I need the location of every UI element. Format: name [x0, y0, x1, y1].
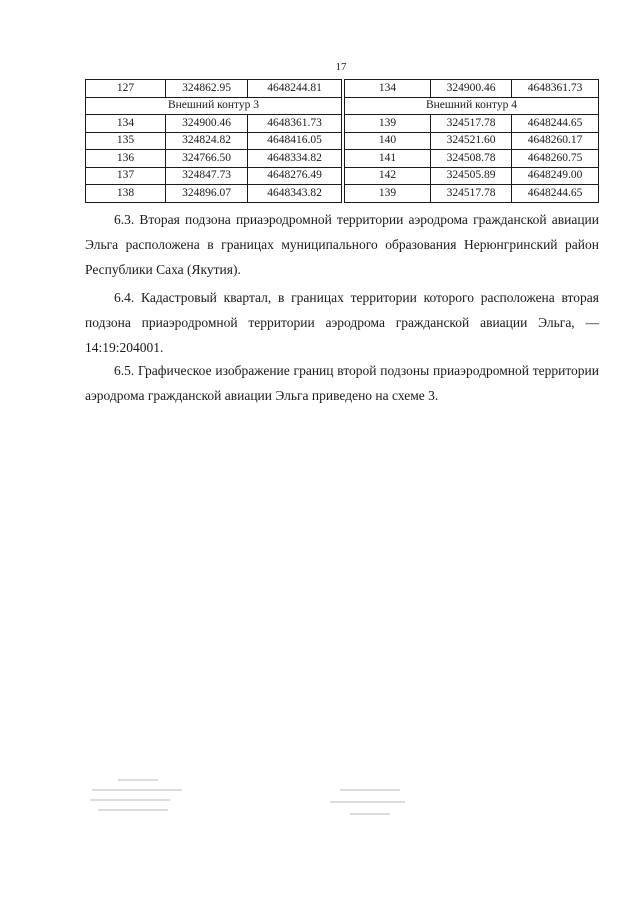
x-coordinate-cell: 324766.50 [166, 150, 248, 168]
point-number-cell: 136 [86, 150, 166, 168]
y-coordinate-cell: 4648343.82 [248, 185, 342, 203]
y-coordinate-cell: 4648244.65 [512, 115, 599, 133]
point-number-cell: 127 [86, 80, 166, 98]
point-number-cell: 139 [345, 185, 431, 203]
point-number-cell: 138 [86, 185, 166, 203]
paragraph-6-5 [85, 358, 599, 408]
x-coordinate-cell: 324900.46 [166, 115, 248, 133]
x-coordinate-cell: 324508.78 [431, 150, 512, 168]
table-row [86, 80, 342, 98]
table-row [345, 150, 599, 168]
faded-stamp-mark [330, 775, 410, 821]
point-number-cell: 134 [86, 115, 166, 133]
y-coordinate-cell: 4648260.75 [512, 150, 599, 168]
table-row [345, 185, 599, 203]
table-row [86, 115, 342, 133]
x-coordinate-cell: 324517.78 [431, 115, 512, 133]
paragraph-6-4 [85, 285, 599, 360]
y-coordinate-cell: 4648244.65 [512, 185, 599, 203]
table-section-header-row [86, 97, 342, 115]
page-number: 17 [335, 61, 347, 73]
y-coordinate-cell: 4648361.73 [248, 115, 342, 133]
x-coordinate-cell: 324521.60 [431, 132, 512, 150]
x-coordinate-cell: 324505.89 [431, 167, 512, 185]
y-coordinate-cell: 4648276.49 [248, 167, 342, 185]
y-coordinate-cell: 4648249.00 [512, 167, 599, 185]
table-row [86, 132, 342, 150]
point-number-cell: 141 [345, 150, 431, 168]
y-coordinate-cell: 4648361.73 [512, 80, 599, 98]
x-coordinate-cell: 324896.07 [166, 185, 248, 203]
table-row [86, 167, 342, 185]
point-number-cell: 142 [345, 167, 431, 185]
table-row [345, 115, 599, 133]
point-number-cell: 139 [345, 115, 431, 133]
y-coordinate-cell: 4648416.05 [248, 132, 342, 150]
y-coordinate-cell: 4648260.17 [512, 132, 599, 150]
y-coordinate-cell: 4648244.81 [248, 80, 342, 98]
table-row [345, 132, 599, 150]
point-number-cell: 135 [86, 132, 166, 150]
coordinates-table-left [85, 79, 342, 203]
paragraph-6-3 [85, 207, 599, 282]
x-coordinate-cell: 324900.46 [431, 80, 512, 98]
point-number-cell: 134 [345, 80, 431, 98]
table-row [345, 80, 599, 98]
point-number-cell: 140 [345, 132, 431, 150]
table-row [86, 150, 342, 168]
x-coordinate-cell: 324517.78 [431, 185, 512, 203]
paragraph-text: 6.4. Кадастровый квартал, в границах территории которого расположена вторая подзона приаэродромной территории аэродрома гражданской авиации Эльга, — 14:19:204001. [85, 290, 599, 355]
table-row [86, 185, 342, 203]
x-coordinate-cell: 324824.82 [166, 132, 248, 150]
section-header-cell: Внешний контур 4 [345, 97, 599, 115]
coordinates-table-right [344, 79, 599, 203]
point-number-cell: 137 [86, 167, 166, 185]
section-header-cell: Внешний контур 3 [86, 97, 342, 115]
x-coordinate-cell: 324862.95 [166, 80, 248, 98]
x-coordinate-cell: 324847.73 [166, 167, 248, 185]
paragraph-text: 6.5. Графическое изображение границ второй подзоны приаэродромной территории аэродрома гражданской авиации Эльга приведено на схеме 3. [85, 363, 599, 403]
faded-stamp-mark [88, 775, 188, 821]
table-row [345, 167, 599, 185]
paragraph-text: 6.3. Вторая подзона приаэродромной территории аэродрома гражданской авиации Эльга расположена в границах муниципального образования Нерюнгринский район Республики Саха (Якутия). [85, 212, 599, 277]
y-coordinate-cell: 4648334.82 [248, 150, 342, 168]
table-section-header-row [345, 97, 599, 115]
coordinates-tables [85, 79, 598, 201]
